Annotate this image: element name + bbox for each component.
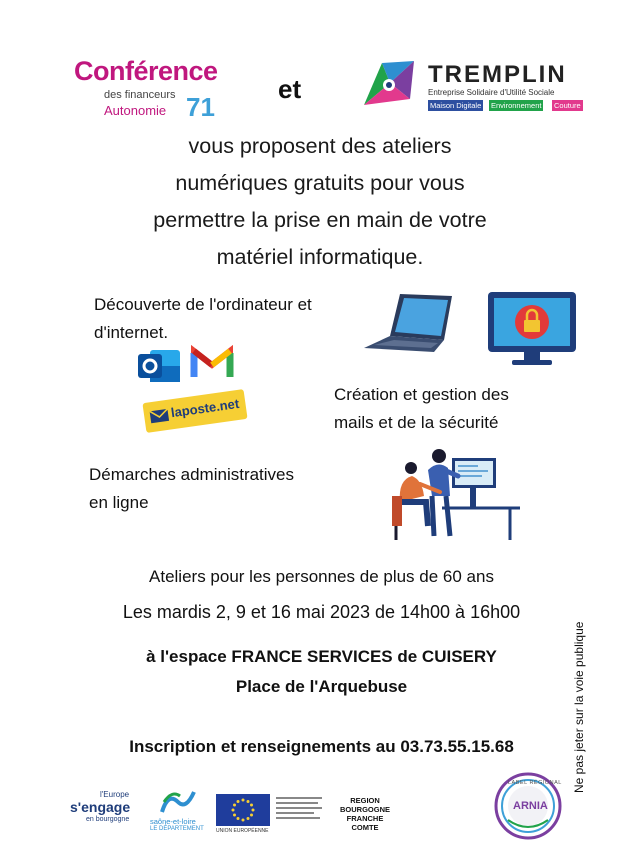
dates-text: Les mardis 2, 9 et 16 mai 2023 de 14h00 à 16h00	[122, 602, 521, 622]
side-note: Ne pas jeter sur la voie publique	[572, 621, 586, 793]
europe-sengage-region: en bourgogne	[86, 816, 130, 823]
conference-title: Conférence	[74, 56, 218, 86]
region-bfc-logo	[330, 796, 400, 832]
feature-computer	[94, 291, 312, 347]
venue-text: à l'espace FRANCE SERVICES de CUISERY	[146, 647, 497, 666]
tremplin-tag-couture: Couture	[554, 101, 581, 110]
outlook-icon	[136, 346, 182, 386]
feature-admin-line: en ligne	[89, 493, 149, 512]
laposte-label: laposte.net	[169, 395, 241, 421]
audience-text: Ateliers pour les personnes de plus de 60 ans	[149, 567, 494, 586]
feature-computer-line: Découverte de l'ordinateur et	[94, 295, 312, 314]
tremplin-emblem-icon	[356, 55, 422, 115]
tremplin-tag-environment: Environnement	[491, 101, 542, 110]
intro-line: vous proposent des ateliers	[188, 134, 452, 158]
eu-fine-print-block	[276, 797, 324, 823]
feature-admin-line: Démarches administratives	[89, 465, 295, 484]
intro-line: numériques gratuits pour vous	[175, 171, 465, 195]
eu-flag-icon	[216, 794, 270, 826]
europe-sengage-main: s'engage	[70, 799, 131, 815]
feature-computer-line: d'internet.	[94, 323, 169, 342]
gmail-icon	[190, 345, 234, 379]
eu-flag-logo	[216, 794, 270, 834]
feature-mail	[334, 381, 509, 437]
region-line: BOURGOGNE	[339, 805, 390, 814]
label-regional-arnia-badge	[494, 772, 562, 840]
tremplin-tag-digital: Maison Digitale	[430, 101, 482, 110]
tremplin-title: TREMPLIN	[428, 61, 567, 88]
feature-admin	[89, 461, 294, 517]
secure-monitor-icon	[484, 290, 580, 368]
tremplin-logo	[356, 55, 601, 115]
tremplin-subtitle: Entreprise Solidaire d'Utilité Sociale	[428, 88, 555, 97]
region-line: FRANCHE	[346, 814, 384, 823]
saone-et-loire-sub: LE DÉPARTEMENT	[150, 826, 204, 832]
conjunction-text: et	[278, 74, 302, 104]
conference-number: 71	[186, 92, 215, 122]
saone-et-loire-top: saône-et-loire	[150, 817, 196, 826]
region-line: COMTE	[351, 823, 379, 832]
europe-sengage-logo	[68, 790, 132, 830]
arnia-text: ARNIA	[513, 800, 548, 812]
intro-line: matériel informatique.	[216, 245, 424, 269]
people-at-computer-illustration	[392, 446, 524, 542]
region-line: REGION	[350, 796, 380, 805]
envelope-icon	[148, 407, 170, 426]
saone-et-loire-emblem-icon	[158, 788, 198, 816]
conference-autonomie: Autonomie	[104, 103, 167, 118]
contact-text: Inscription et renseignements au 03.73.55.15.68	[129, 737, 514, 756]
label-regional-text: LABEL RÉGIONAL	[508, 780, 562, 786]
intro-line: permettre la prise en main de votre	[153, 208, 487, 232]
europe-sengage-top: l'Europe	[100, 790, 130, 799]
intro-paragraph	[70, 128, 570, 276]
eu-caption: UNION EUROPÉENNE	[216, 828, 269, 834]
laposte-badge	[142, 389, 247, 433]
conference-subtitle: des financeurs	[104, 89, 176, 101]
conference-financeurs-logo	[74, 56, 224, 126]
saone-et-loire-logo	[150, 788, 206, 834]
laptop-icon	[360, 292, 460, 362]
feature-mail-line: mails et de la sécurité	[334, 413, 499, 432]
feature-mail-line: Création et gestion des	[334, 385, 509, 404]
place-text: Place de l'Arquebuse	[235, 677, 408, 696]
